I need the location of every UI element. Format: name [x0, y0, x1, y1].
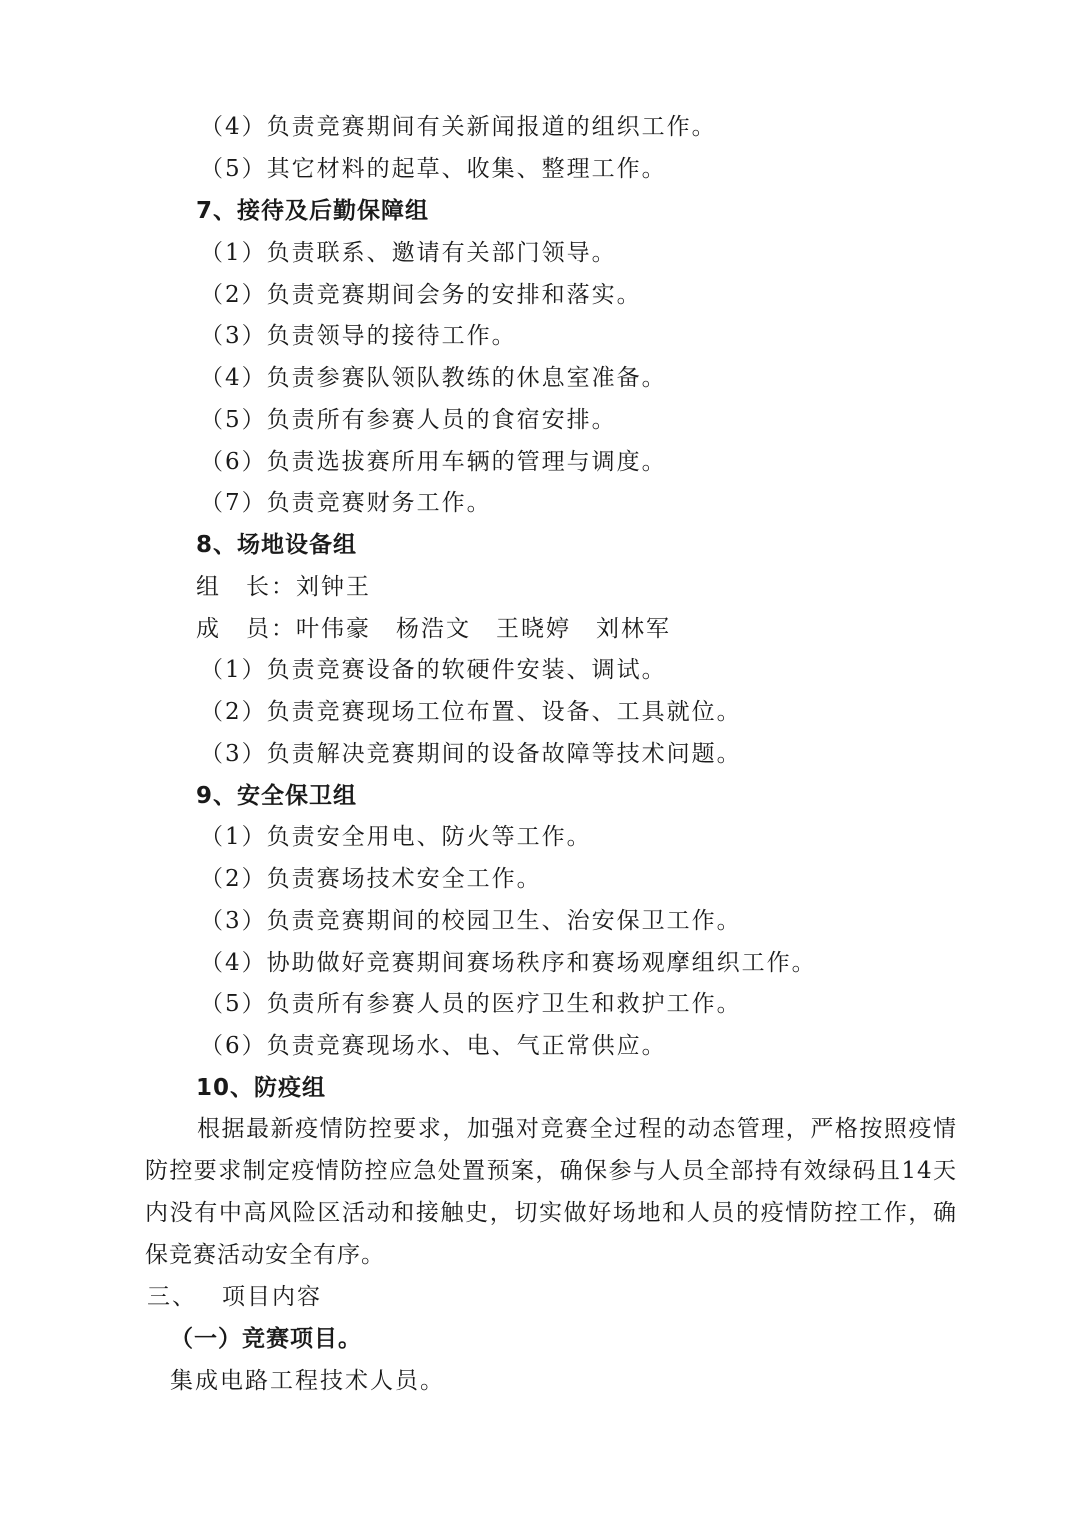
section-heading: 10、防疫组	[196, 1075, 327, 1101]
list-item: （6）负责竞赛现场水、电、气正常供应。	[200, 1033, 667, 1059]
list-item: （3）负责竞赛期间的校园卫生、治安保卫工作。	[200, 908, 742, 934]
group-leader: 组 长：刘钟王	[196, 574, 371, 600]
body-text: 集成电路工程技术人员。	[170, 1368, 445, 1394]
list-item: （1）负责联系、邀请有关部门领导。	[200, 240, 617, 266]
list-item: （1）负责竞赛设备的软硬件安装、调试。	[200, 657, 667, 683]
group-members: 成 员：叶伟豪 杨浩文 王晓婷 刘林军	[196, 616, 671, 642]
section-paragraph: 根据最新疫情防控要求，加强对竞赛全过程的动态管理，严格按照疫情防控要求制定疫情防控应急处置预案，确保参与人员全部持有效绿码且14天内没有中高风险区活动和接触史，切实做好场地和人员的疫情防控工作，确保竞赛活动安全有序。	[145, 1116, 957, 1268]
list-item: （5）负责所有参赛人员的食宿安排。	[200, 407, 617, 433]
list-item: （5）其它材料的起草、收集、整理工作。	[200, 156, 667, 182]
list-item: （2）负责赛场技术安全工作。	[200, 866, 542, 892]
list-item: （3）负责解决竞赛期间的设备故障等技术问题。	[200, 741, 742, 767]
list-item: （5）负责所有参赛人员的医疗卫生和救护工作。	[200, 991, 742, 1017]
list-item: （2）负责竞赛现场工位布置、设备、工具就位。	[200, 699, 742, 725]
subsection-heading: （一）竞赛项目。	[170, 1326, 362, 1352]
list-item: （3）负责领导的接待工作。	[200, 323, 517, 349]
list-item: （1）负责安全用电、防火等工作。	[200, 824, 592, 850]
section-heading: 7、接待及后勤保障组	[196, 198, 430, 224]
list-item: （4）负责参赛队领队教练的休息室准备。	[200, 365, 667, 391]
list-item: （4）协助做好竞赛期间赛场秩序和赛场观摩组织工作。	[200, 950, 817, 976]
section-heading: 8、场地设备组	[196, 532, 358, 558]
list-item: （4）负责竞赛期间有关新闻报道的组织工作。	[200, 114, 717, 140]
list-item: （6）负责选拔赛所用车辆的管理与调度。	[200, 449, 667, 475]
list-item: （7）负责竞赛财务工作。	[200, 490, 492, 516]
part-number: 三、	[147, 1284, 197, 1310]
list-item: （2）负责竞赛期间会务的安排和落实。	[200, 282, 642, 308]
section-heading: 9、安全保卫组	[196, 783, 358, 809]
part-title: 项目内容	[222, 1284, 322, 1310]
